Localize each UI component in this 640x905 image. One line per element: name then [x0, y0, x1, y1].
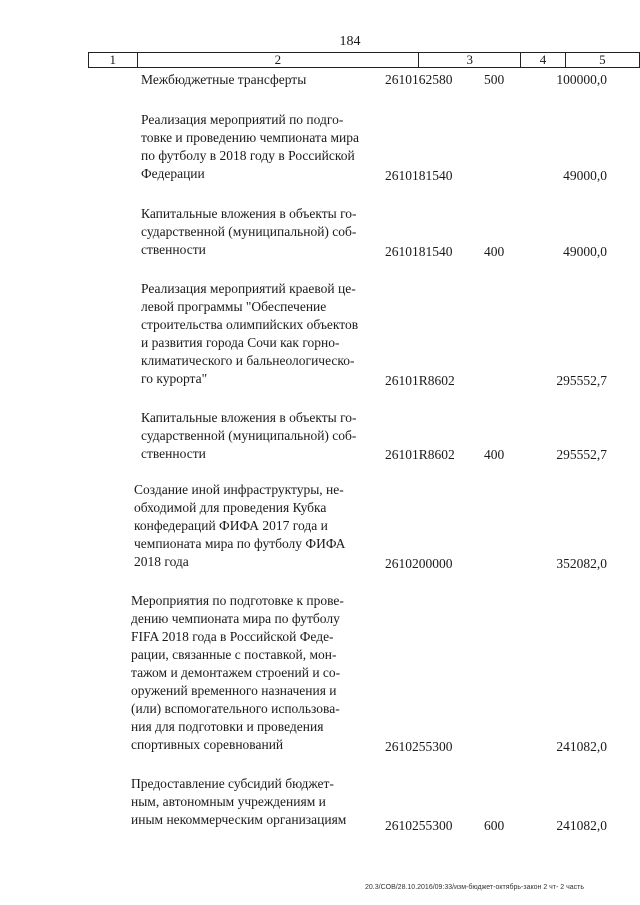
row-name: [141, 409, 387, 463]
row-name: [131, 592, 377, 754]
row-code: 26101R8602: [385, 373, 455, 388]
row-name-line: Реализация мероприятий краевой це-: [141, 281, 356, 296]
row-name: [141, 71, 387, 89]
row-name-line: рации, связанные с поставкой, мон-: [131, 647, 337, 662]
row-name-line: левой программы "Обеспечение: [141, 299, 327, 314]
row-code: 2610181540: [385, 244, 453, 259]
row-name-line: Капитальные вложения в объекты го-: [141, 410, 357, 425]
row-name-line: ственности: [141, 242, 206, 257]
row-amount: 241082,0: [556, 818, 607, 833]
column-header-2: 2: [137, 53, 419, 68]
row-name-line: (или) вспомогательного использова-: [131, 701, 340, 716]
row-code: 2610181540: [385, 168, 453, 183]
row-name-line: ственности: [141, 446, 206, 461]
row-name: [141, 280, 387, 388]
row-code: 2610255300: [385, 818, 453, 833]
row-name-line: иным некоммерческим организациям: [131, 812, 347, 827]
row-name-line: го курорта": [141, 371, 208, 386]
row-name-line: Капитальные вложения в объекты го-: [141, 206, 357, 221]
row-name-line: по футболу в 2018 году в Российской: [141, 148, 355, 163]
row-type: 400: [484, 447, 505, 462]
row-name-line: 2018 года: [134, 554, 189, 569]
row-name-line: дению чемпионата мира по футболу: [131, 611, 340, 626]
column-header-4: 4: [521, 53, 566, 68]
row-name-line: ния для подготовки и проведения: [131, 719, 324, 734]
row-amount: 49000,0: [563, 168, 607, 183]
row-name-line: Предоставление субсидий бюджет-: [131, 776, 334, 791]
row-name: [141, 111, 387, 183]
row-name-line: конфедераций ФИФА 2017 года и: [134, 518, 328, 533]
row-name-line: строительства олимпийских объектов: [141, 317, 359, 332]
row-name-line: и развития города Сочи как горно-: [141, 335, 340, 350]
row-name-line: Реализация мероприятий по подго-: [141, 112, 344, 127]
column-header-3: 3: [419, 53, 521, 68]
row-amount: 100000,0: [556, 72, 607, 87]
row-code: 2610162580: [385, 72, 453, 87]
row-name-line: Создание иной инфраструктуры, не-: [134, 482, 344, 497]
row-name-line: чемпионата мира по футболу ФИФА: [134, 536, 346, 551]
row-name: [131, 775, 377, 829]
row-code: 26101R8602: [385, 447, 455, 462]
row-name-line: сударственной (муниципальной) соб-: [141, 428, 357, 443]
row-type: 500: [484, 72, 505, 87]
row-amount: 295552,7: [556, 373, 607, 388]
column-header-5: 5: [565, 53, 639, 68]
row-name-line: климатического и бальнеологическо-: [141, 353, 355, 368]
row-amount: 352082,0: [556, 556, 607, 571]
row-name-line: ным, автономным учреждениям и: [131, 794, 326, 809]
page-number: 184: [339, 34, 361, 49]
row-type: 600: [484, 818, 505, 833]
row-amount: 49000,0: [563, 244, 607, 259]
row-name-line: товке и проведению чемпионата мира: [141, 130, 359, 145]
row-amount: 295552,7: [556, 447, 607, 462]
column-header-1: 1: [89, 53, 138, 68]
row-code: 2610255300: [385, 739, 453, 754]
row-name: [141, 205, 387, 259]
row-name-line: Межбюджетные трансферты: [141, 72, 307, 87]
row-amount: 241082,0: [556, 739, 607, 754]
row-name-line: Мероприятия по подготовке к прове-: [131, 593, 344, 608]
row-name-line: обходимой для проведения Кубка: [134, 500, 327, 515]
row-type: 400: [484, 244, 505, 259]
row-name-line: тажом и демонтажем строений и со-: [131, 665, 341, 680]
row-name-line: сударственной (муниципальной) соб-: [141, 224, 357, 239]
row-name: [134, 481, 380, 571]
document-footer: 20.3/COB/28.10.2016/09:33/изм-бюджет-октябрь-закон 2 чт- 2 часть: [365, 884, 585, 891]
row-name-line: спортивных соревнований: [131, 737, 284, 752]
row-name-line: Федерации: [141, 166, 205, 181]
row-name-line: FIFA 2018 года в Российской Феде-: [131, 629, 334, 644]
column-header-table: [88, 52, 640, 68]
row-name-line: оружений временного назначения и: [131, 683, 337, 698]
row-code: 2610200000: [385, 556, 453, 571]
